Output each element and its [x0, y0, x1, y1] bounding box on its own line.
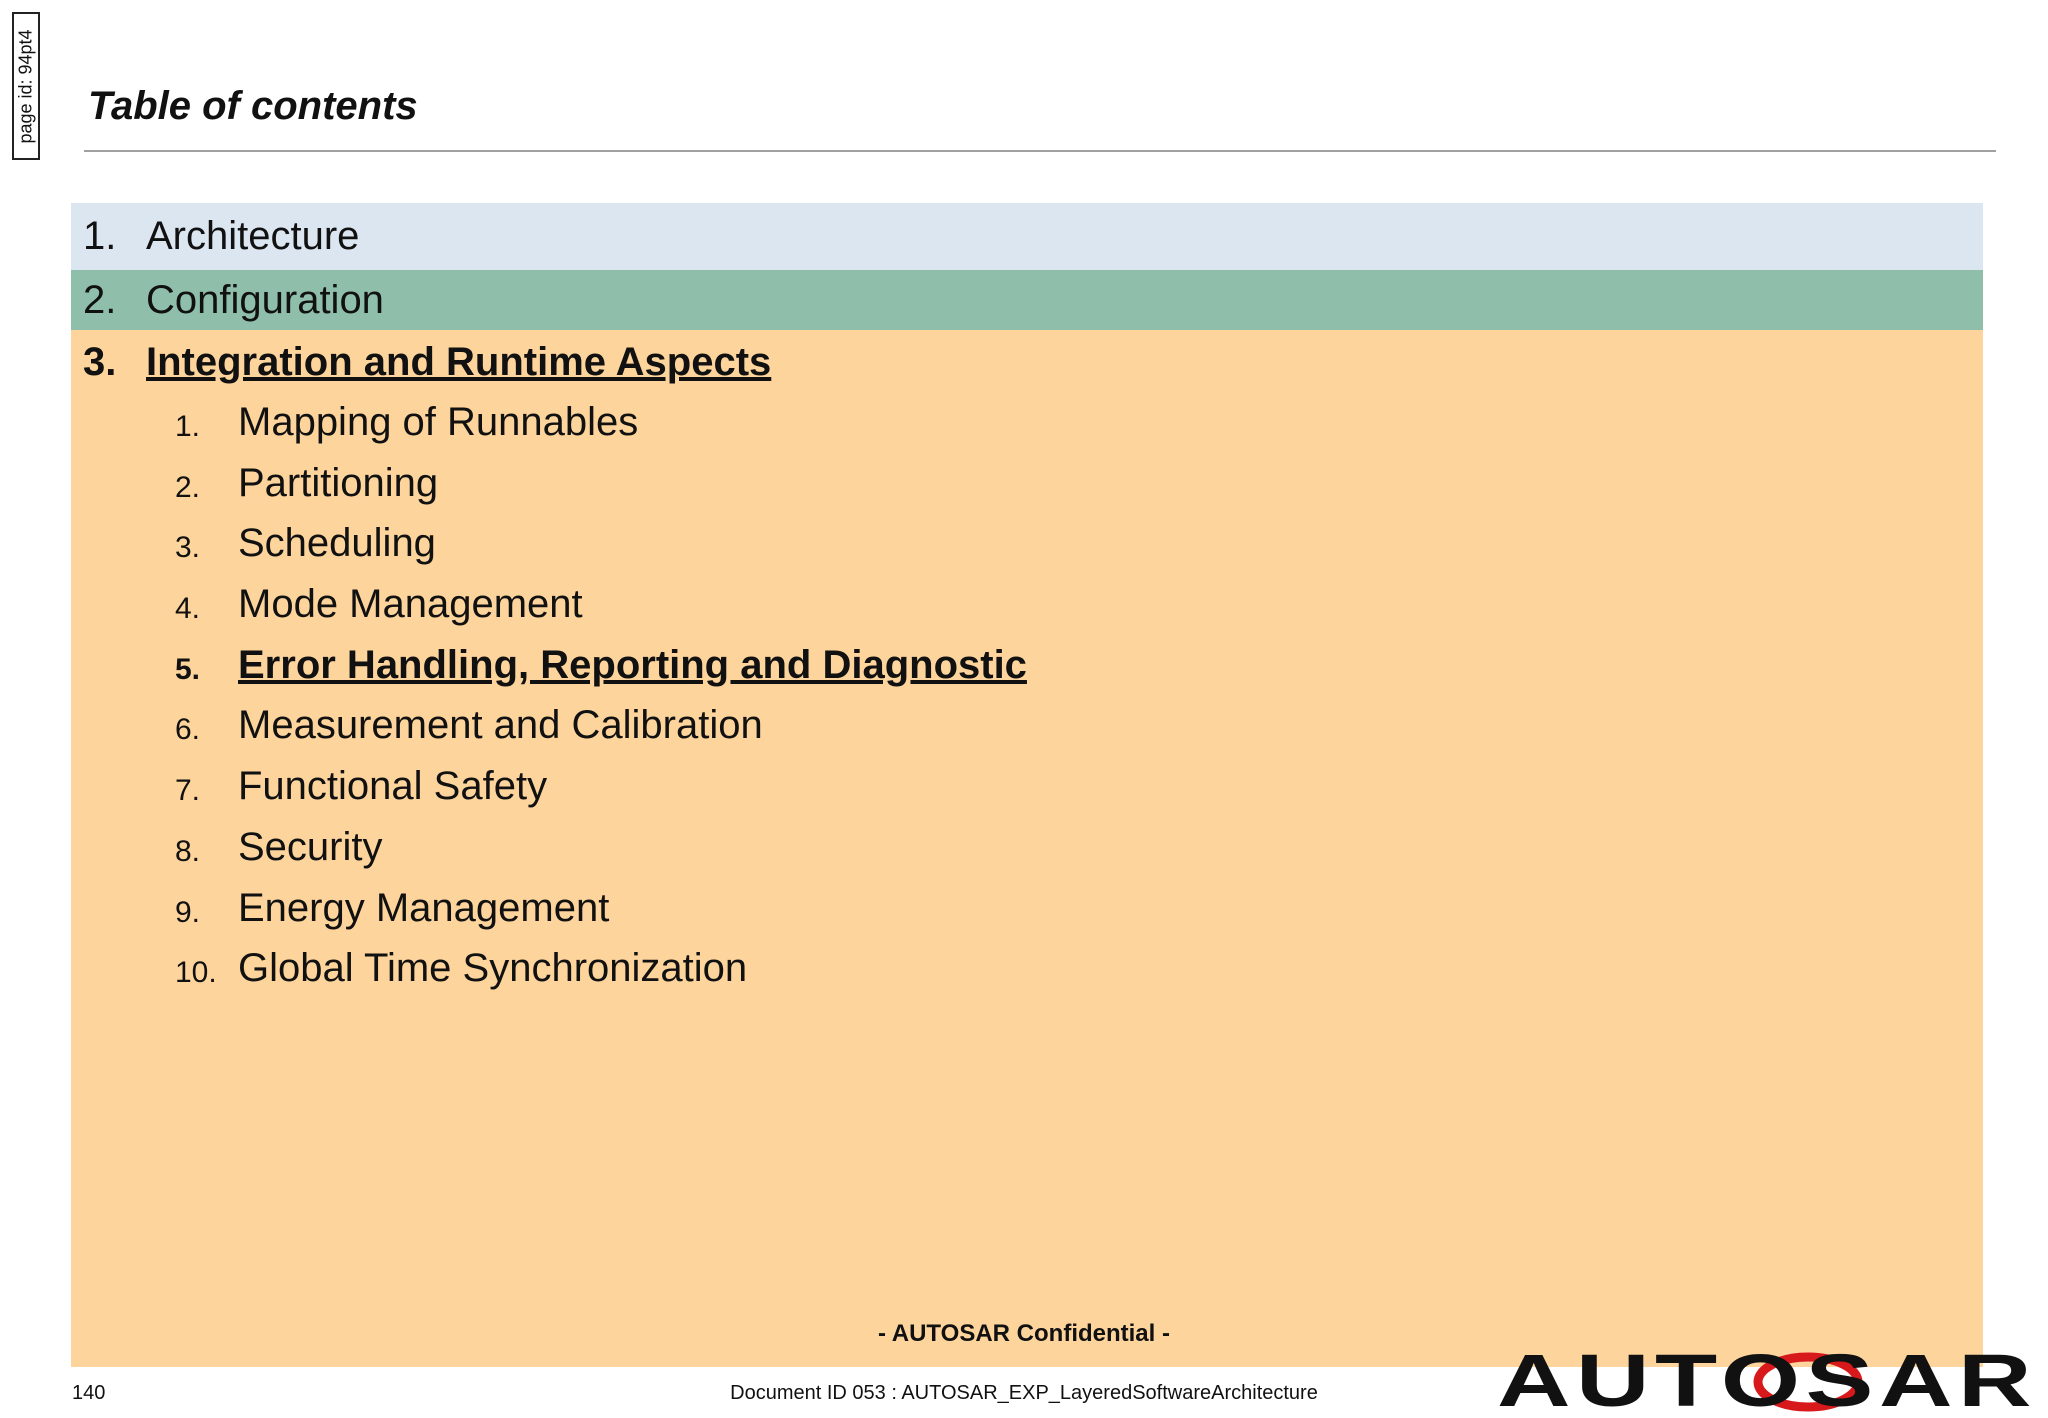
- toc-item-architecture[interactable]: [71, 203, 1983, 270]
- toc-subitem-number: 9.: [175, 895, 201, 929]
- toc-subitem-label: Global Time Synchronization: [238, 946, 748, 991]
- title-divider: [84, 150, 1996, 152]
- toc-subitem-functional-safety[interactable]: [71, 756, 1983, 817]
- confidential-notice: - AUTOSAR Confidential -: [878, 1320, 1170, 1347]
- document-id: Document ID 053 : AUTOSAR_EXP_LayeredSoftwareArchitecture: [730, 1382, 1318, 1404]
- toc-subitem-error-handling[interactable]: [71, 635, 1983, 696]
- toc-subitem-partitioning[interactable]: [71, 453, 1983, 514]
- toc-item-number: 1.: [83, 214, 117, 258]
- toc-subitem-global-time-sync[interactable]: [71, 938, 1983, 999]
- toc-subitem-label: Scheduling: [238, 521, 436, 566]
- toc-subitem-label: Measurement and Calibration: [238, 703, 763, 748]
- toc-subitem-number: 4.: [175, 592, 201, 626]
- toc-subitem-label: Security: [238, 824, 383, 869]
- toc-item-number: 3.: [83, 340, 117, 384]
- autosar-logo-text: AUTOSAR: [1497, 1344, 2037, 1416]
- toc-subitem-number: 7.: [175, 774, 201, 808]
- toc-subitem-mapping-of-runnables[interactable]: [71, 392, 1983, 453]
- toc-subitem-label: Functional Safety: [238, 764, 548, 809]
- toc-subitem-scheduling[interactable]: [71, 513, 1983, 574]
- toc-subitem-number: 6.: [175, 713, 201, 747]
- toc-subitem-number: 1.: [175, 410, 201, 443]
- toc-item-number: 2.: [83, 277, 117, 322]
- table-of-contents: [71, 203, 1983, 1367]
- toc-section-integration: [71, 330, 1983, 1367]
- toc-subitem-number: 3.: [175, 531, 201, 565]
- toc-subitem-label: Partitioning: [238, 460, 439, 505]
- page-number: 140: [72, 1382, 106, 1404]
- toc-subitem-label: Mapping of Runnables: [238, 400, 639, 444]
- toc-item-label: Integration and Runtime Aspects: [146, 340, 772, 384]
- page-title: Table of contents: [88, 84, 418, 128]
- page-id-box: [12, 12, 40, 160]
- toc-subitem-number: 2.: [175, 470, 201, 504]
- toc-item-configuration[interactable]: [71, 270, 1983, 330]
- page-id-label: page id: 94pt4: [15, 28, 36, 144]
- toc-item-integration-runtime[interactable]: [71, 336, 1983, 392]
- toc-subitem-number: 10.: [175, 956, 217, 990]
- toc-subitem-label: Error Handling, Reporting and Diagnostic: [238, 642, 1027, 687]
- toc-item-label: Configuration: [146, 277, 384, 322]
- toc-subitem-security[interactable]: [71, 817, 1983, 878]
- autosar-logo: [1490, 1344, 2044, 1416]
- toc-subitem-measurement-calibration[interactable]: [71, 695, 1983, 756]
- toc-subitem-mode-management[interactable]: [71, 574, 1983, 635]
- toc-subitem-label: Mode Management: [238, 582, 583, 627]
- toc-subitem-number: 5.: [175, 652, 201, 686]
- toc-subitem-label: Energy Management: [238, 885, 610, 930]
- toc-subitem-number: 8.: [175, 834, 201, 868]
- toc-item-label: Architecture: [146, 214, 360, 258]
- toc-subitem-energy-management[interactable]: [71, 878, 1983, 939]
